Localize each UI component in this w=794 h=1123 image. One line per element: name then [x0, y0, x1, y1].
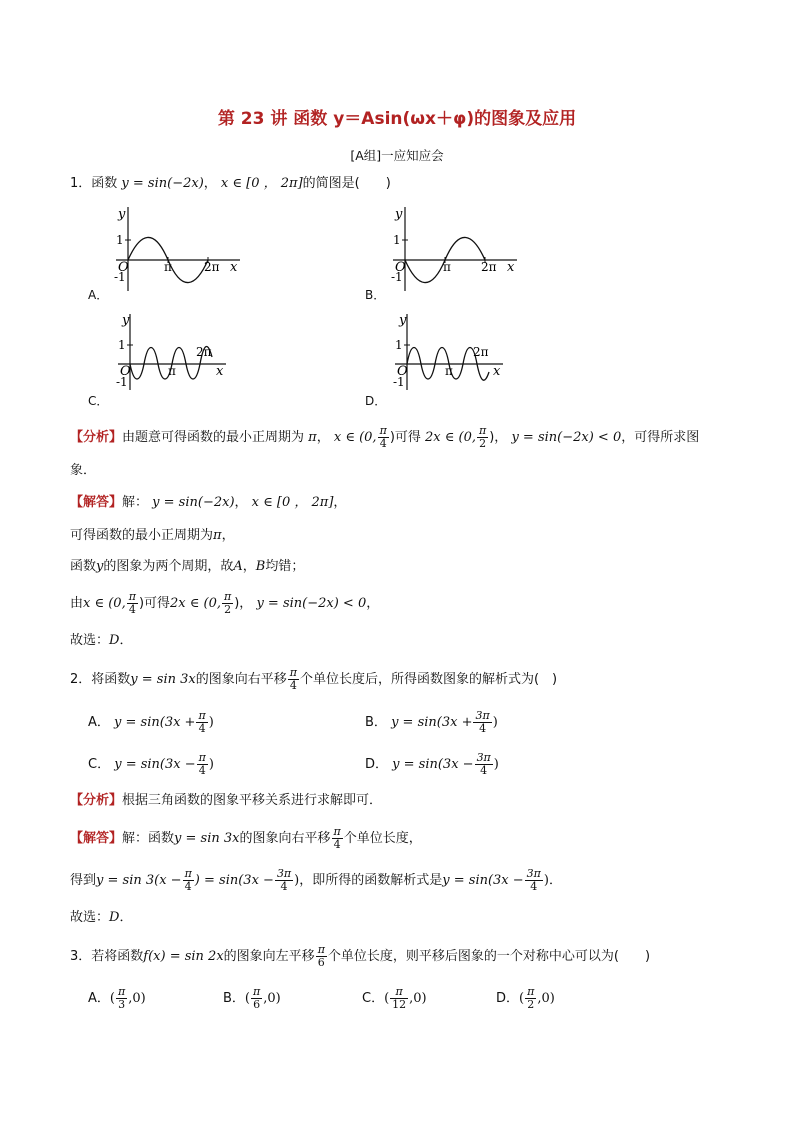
q1-line3-comma: ， — [242, 559, 256, 574]
frac-num: π — [117, 985, 126, 998]
graph-b-one-label: 1 — [393, 233, 401, 247]
frac-num: π — [184, 867, 192, 880]
q2-derivation-text-a: 得到 — [70, 873, 97, 888]
q2-answer-period: ． — [119, 910, 133, 925]
q3-option-b — [223, 986, 281, 1011]
q3-option-b-frac — [251, 986, 262, 1011]
q1-graph-d — [365, 312, 525, 396]
q3-option-c-tail: ,0) — [409, 991, 427, 1006]
q1-solution-domain: x ∈ [0 ， 2π] — [251, 495, 334, 510]
q1-line2-comma: ， — [221, 528, 235, 543]
q2-answer — [70, 908, 132, 928]
q1-analysis-comma: ， — [316, 430, 330, 445]
q1-stem-suffix: 的简图是( ) — [302, 176, 391, 191]
q2-option-a — [88, 710, 214, 735]
q1-analysis-period: π — [308, 430, 317, 445]
q2-option-c-expr: y = sin(3x − — [114, 757, 196, 772]
graph-c-one-label: 1 — [118, 338, 126, 352]
frac-den: 4 — [198, 722, 206, 735]
frac-den: 6 — [253, 998, 261, 1011]
frac-num: π — [289, 666, 297, 679]
frac-num: π — [479, 424, 487, 437]
q1-line2-pi: π — [213, 528, 222, 543]
q1-solution-tag: 【解答】 — [70, 495, 123, 510]
frac-num: π — [317, 943, 325, 956]
graph-d-svg — [365, 312, 525, 392]
q2-derivation-expr-2: ) = sin(3x − — [194, 873, 274, 888]
q2-option-a-close: ) — [208, 715, 214, 730]
q2-stem — [70, 667, 557, 692]
q1-analysis-text-a: 由题意可得函数的最小正周期为 — [122, 430, 305, 445]
q2-derivation-close-2: ) — [543, 873, 549, 888]
q1-line3-a: A — [233, 559, 243, 574]
graph-d-neg-one-label: -1 — [393, 375, 405, 389]
q2-option-b — [365, 710, 498, 735]
q3-option-d-open: ( — [519, 991, 525, 1006]
q3-option-c-open: ( — [384, 991, 390, 1006]
graph-a-one-label: 1 — [116, 233, 124, 247]
q1-line4-comma: ， — [366, 596, 380, 611]
q1-solution-comma-1: ， — [234, 495, 248, 510]
q1-graph-b — [365, 205, 525, 299]
q1-option-b-label: B． — [365, 288, 386, 302]
q1-stem — [70, 174, 391, 194]
q2-derivation — [70, 868, 562, 893]
q1-stem-func: y = sin(−2x) — [121, 176, 204, 191]
q3-option-d-tail: ,0) — [537, 991, 555, 1006]
q3-option-a-frac — [116, 986, 127, 1011]
frac-num: 3π — [475, 709, 490, 722]
frac-den: 4 — [530, 880, 538, 893]
q1-analysis-interval-2x: 2x ∈ (0, — [425, 430, 476, 445]
q2-option-d-expr: y = sin(3x − — [392, 757, 474, 772]
q2-stem-func: y = sin 3x — [130, 672, 196, 687]
frac-den: 4 — [479, 722, 487, 735]
q2-derivation-frac-2 — [275, 868, 293, 893]
frac-num: 3π — [526, 867, 541, 880]
frac-num: π — [253, 985, 261, 998]
frac-num: 3π — [476, 751, 491, 764]
frac-den: 4 — [184, 880, 192, 893]
frac-den: 4 — [280, 880, 288, 893]
q2-option-a-frac — [196, 710, 207, 735]
q1-solution-comma-2: ， — [333, 495, 347, 510]
q2-option-b-frac — [473, 710, 491, 735]
q1-option-d-label: D． — [365, 394, 387, 408]
q3-option-d-frac — [525, 986, 536, 1011]
q2-derivation-expr-1: y = sin 3(x − — [96, 873, 182, 888]
q2-solution-text-c: 的图象向右平移 — [239, 831, 331, 846]
q3-option-d-label: D． — [496, 991, 520, 1006]
frac-num: π — [333, 825, 341, 838]
q1-answer-choice: D — [109, 633, 120, 648]
q3-option-a — [88, 986, 146, 1011]
q2-analysis-text: 根据三角函数的图象平移关系进行求解即可． — [122, 793, 383, 808]
graph-c-neg-one-label: -1 — [116, 375, 128, 389]
graph-a-svg — [88, 205, 248, 295]
frac-den: 4 — [198, 764, 206, 777]
q3-option-b-open: ( — [244, 991, 250, 1006]
q1-line2-text: 可得函数的最小正周期为 — [70, 528, 214, 543]
graph-c-x-label: x — [216, 364, 224, 379]
q1-option-c-label: C． — [88, 394, 109, 408]
q1-analysis-text-e: )可得 — [389, 430, 421, 445]
q1-answer-period: ． — [119, 633, 133, 648]
q1-line4-inequality: y = sin(−2x) < 0 — [256, 596, 367, 611]
graph-c-2pi-label: 2π — [196, 345, 212, 359]
graph-a-pi-label: π — [164, 260, 172, 274]
graph-d-x-label: x — [493, 364, 501, 379]
q1-analysis — [70, 425, 699, 450]
graph-c-origin-label: O — [120, 364, 131, 379]
q1-line3-y: y — [96, 559, 104, 574]
frac-num: 3π — [276, 867, 292, 880]
frac-num: π — [198, 751, 206, 764]
q1-line4-frac-2 — [222, 591, 233, 616]
q1-line4-text-a: 由 — [70, 596, 84, 611]
q2-analysis-tag: 【分析】 — [70, 793, 123, 808]
frac-den: 4 — [128, 603, 136, 616]
q2-option-c-close: ) — [208, 757, 214, 772]
q1-answer — [70, 631, 132, 651]
frac-num: π — [128, 590, 136, 603]
q2-solution-text-a: 解：函数 — [122, 831, 175, 846]
q2-option-a-label: A． — [88, 715, 110, 730]
q1-line4-text-c: )可得 — [138, 596, 171, 611]
q2-answer-text: 故选： — [70, 910, 110, 925]
graph-c-y-label: y — [122, 313, 130, 328]
page-title: 第 23 讲 函数 y＝Asin(ωx＋φ)的图象及应用 — [217, 109, 577, 129]
frac-den: 2 — [224, 603, 232, 616]
graph-c-svg — [88, 312, 248, 392]
q2-stem-d: 个单位长度后，所得函数图象的解析式为( ) — [299, 672, 558, 687]
q2-solution-func: y = sin 3x — [174, 831, 240, 846]
frac-den: 2 — [527, 998, 535, 1011]
q1-solution-line4 — [70, 591, 379, 616]
frac-num: π — [390, 986, 408, 999]
q2-stem-a: 2．将函数 — [70, 672, 131, 687]
graph-b-neg-one-label: -1 — [391, 270, 403, 284]
q1-solution-line2 — [70, 526, 235, 546]
q1-line4-interval-2x: 2x ∈ (0, — [170, 596, 221, 611]
q2-derivation-frac-1 — [183, 868, 194, 893]
graph-a-2pi-label: 2π — [204, 260, 220, 274]
q2-option-b-expr: y = sin(3x + — [391, 715, 473, 730]
frac-num: π — [379, 424, 387, 437]
q3-option-b-tail: ,0) — [263, 991, 281, 1006]
frac-den: 4 — [480, 764, 488, 777]
q2-option-d-close: ) — [493, 757, 499, 772]
graph-b-2pi-label: 2π — [481, 260, 497, 274]
q3-option-c-frac — [390, 986, 408, 1011]
graph-a-origin-label: O — [118, 260, 129, 275]
q1-line3-text-c: 的图象为两个周期，故 — [103, 559, 234, 574]
q3-option-a-open: ( — [109, 991, 115, 1006]
frac-num: π — [224, 590, 232, 603]
q1-analysis-tag: 【分析】 — [70, 430, 123, 445]
q3-stem-d: 个单位长度，则平移后图象的一个对称中心可以为( ) — [327, 949, 651, 964]
q2-option-c — [88, 752, 214, 777]
q1-analysis-text-i: ，可得所求图 — [621, 430, 700, 445]
q3-option-a-tail: ,0) — [128, 991, 146, 1006]
q2-derivation-result: y = sin(3x − — [442, 873, 524, 888]
q1-line3-text-a: 函数 — [70, 559, 97, 574]
q1-solution-line3 — [70, 557, 304, 577]
q2-option-a-expr: y = sin(3x + — [114, 715, 196, 730]
frac-den: 4 — [289, 679, 297, 692]
q3-option-c-label: C． — [362, 991, 385, 1006]
q2-option-d — [365, 752, 499, 777]
q1-solution — [70, 493, 346, 513]
frac-den: 12 — [392, 998, 407, 1011]
q2-solution — [70, 826, 422, 851]
q2-answer-choice: D — [109, 910, 120, 925]
q2-solution-frac — [332, 826, 343, 851]
q2-stem-c: 的图象向右平移 — [195, 672, 287, 687]
frac-den: 3 — [118, 998, 126, 1011]
frac-num: π — [527, 985, 535, 998]
q1-stem-prefix: 1．函数 — [70, 176, 118, 191]
q2-analysis — [70, 791, 382, 811]
graph-d-2pi-label: 2π — [473, 345, 489, 359]
q3-stem-func: f(x) = sin 2x — [143, 949, 224, 964]
q1-analysis-text-g: )， — [489, 430, 508, 445]
q2-derivation-close-1: ) — [294, 873, 300, 888]
q2-solution-text-d: 个单位长度， — [343, 831, 422, 846]
graph-d-origin-label: O — [397, 364, 408, 379]
q1-analysis-frac-2 — [477, 425, 488, 450]
frac-den: 4 — [333, 838, 341, 851]
q2-derivation-period: ． — [548, 873, 562, 888]
q1-analysis-interval-x: x ∈ (0, — [333, 430, 377, 445]
q1-stem-comma: ， — [203, 176, 217, 191]
q1-answer-text: 故选： — [70, 633, 110, 648]
graph-a-y-label: y — [118, 207, 126, 222]
q1-line3-b: B — [255, 559, 266, 574]
q2-option-d-label: D． — [365, 757, 389, 772]
q2-stem-frac — [288, 667, 299, 692]
graph-b-pi-label: π — [443, 260, 451, 274]
q1-graph-a — [88, 205, 248, 299]
q2-option-b-close: ) — [492, 715, 498, 730]
graph-d-y-label: y — [399, 313, 407, 328]
graph-b-origin-label: O — [395, 260, 406, 275]
graph-b-x-label: x — [507, 260, 515, 275]
q1-solution-func: y = sin(−2x) — [152, 495, 235, 510]
q1-line4-frac-1 — [127, 591, 138, 616]
graph-c-pi-label: π — [168, 364, 176, 378]
q3-stem-c: 的图象向左平移 — [223, 949, 315, 964]
graph-b-y-label: y — [395, 207, 403, 222]
q3-option-a-label: A． — [88, 991, 110, 1006]
graph-a-x-label: x — [230, 260, 238, 275]
q1-line4-text-e: )， — [234, 596, 253, 611]
q1-analysis-inequality: y = sin(−2x) < 0 — [511, 430, 622, 445]
q3-stem — [70, 944, 650, 969]
frac-num: π — [198, 709, 206, 722]
q1-analysis-cont: 象． — [70, 463, 97, 478]
q1-graph-c — [88, 312, 248, 396]
q1-analysis-frac-1 — [378, 425, 389, 450]
q1-line3-text-g: 均错； — [265, 559, 305, 574]
frac-den: 2 — [479, 437, 487, 450]
graph-b-svg — [365, 205, 525, 295]
q3-stem-a: 3．若将函数 — [70, 949, 144, 964]
graph-d-pi-label: π — [445, 364, 453, 378]
q3-option-b-label: B． — [223, 991, 245, 1006]
q2-derivation-frac-3 — [525, 868, 543, 893]
q2-solution-tag: 【解答】 — [70, 831, 123, 846]
frac-den: 6 — [317, 956, 325, 969]
q1-stem-domain: x ∈ [0 ， 2π] — [220, 176, 303, 191]
q3-stem-frac — [316, 944, 327, 969]
q2-option-b-label: B． — [365, 715, 387, 730]
q3-option-c — [362, 986, 427, 1011]
q3-option-d — [496, 986, 555, 1011]
q2-derivation-text-e: ，即所得的函数解析式是 — [299, 873, 443, 888]
section-subtitle: [A组]一应知应会 — [350, 148, 444, 163]
q1-solution-text-a: 解： — [122, 495, 149, 510]
graph-d-one-label: 1 — [395, 338, 403, 352]
q2-option-c-frac — [197, 752, 208, 777]
frac-den: 4 — [379, 437, 387, 450]
q2-option-c-label: C． — [88, 757, 111, 772]
q2-option-d-frac — [475, 752, 493, 777]
q1-option-a-label: A． — [88, 288, 109, 302]
q1-line4-interval-x: x ∈ (0, — [83, 596, 126, 611]
graph-a-neg-one-label: -1 — [114, 270, 126, 284]
